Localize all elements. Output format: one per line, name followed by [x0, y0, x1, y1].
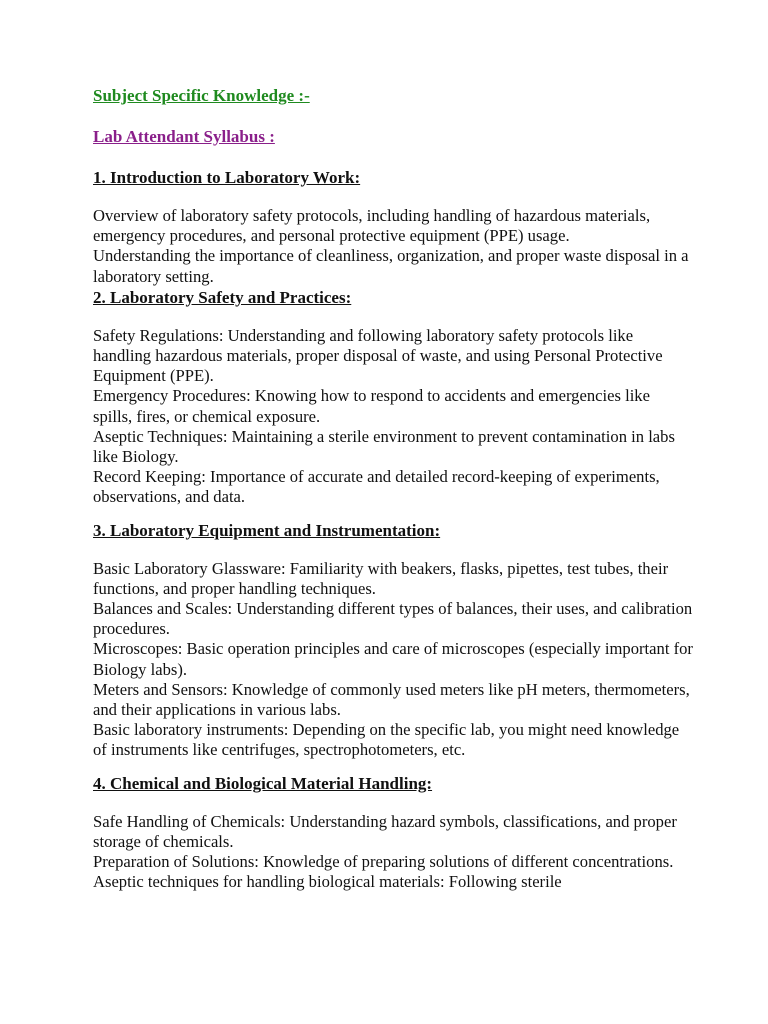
- section-3-paragraph: Meters and Sensors: Knowledge of commonly used meters like pH meters, thermometers, and their applications in various labs.: [93, 679, 690, 720]
- section-heading-1: 1. Introduction to Laboratory Work:: [93, 168, 361, 187]
- syllabus-title: Lab Attendant Syllabus :: [93, 127, 275, 146]
- section-2-paragraph: Safety Regulations: Understanding and following laboratory safety protocols like handling hazardous materials, proper disposal of waste, and using Personal Protective Equipment (PPE).: [93, 325, 663, 386]
- section-3-paragraph: Basic Laboratory Glassware: Familiarity with beakers, flasks, pipettes, test tubes, their functions, and proper handling techniques.: [93, 558, 669, 598]
- section-1-paragraph: Overview of laboratory safety protocols, including handling of hazardous materials, emergency procedures, and personal protective equipment (PPE) usage.: [93, 206, 651, 246]
- section-heading-2: 2. Laboratory Safety and Practices:: [93, 287, 352, 307]
- subject-title: Subject Specific Knowledge :-: [93, 86, 310, 105]
- section-3-paragraph: Balances and Scales: Understanding different types of balances, their uses, and calibration procedures.: [93, 599, 693, 639]
- section-2-paragraph: Record Keeping: Importance of accurate and detailed record-keeping of experiments, observations, and data.: [93, 467, 660, 507]
- section-2-paragraph: Aseptic Techniques: Maintaining a sterile environment to prevent contamination in labs like Biology.: [93, 426, 675, 467]
- section-heading-4: 4. Chemical and Biological Material Handling:: [93, 773, 433, 793]
- section-heading-3: 3. Laboratory Equipment and Instrumentation:: [93, 520, 441, 540]
- section-4-paragraph: Safe Handling of Chemicals: Understanding hazard symbols, classifications, and proper storage of chemicals.: [93, 811, 677, 851]
- section-4-paragraph: Preparation of Solutions: Knowledge of preparing solutions of different concentrations.: [93, 852, 674, 872]
- section-2-paragraph: Emergency Procedures: Knowing how to respond to accidents and emergencies like spills, fires, or chemical exposure.: [93, 386, 650, 426]
- section-4-paragraph: Aseptic techniques for handling biological materials: Following sterile: [93, 872, 562, 892]
- section-3-paragraph: Microscopes: Basic operation principles and care of microscopes (especially important for Biology labs).: [93, 639, 693, 679]
- section-1-paragraph: Understanding the importance of cleanliness, organization, and proper waste disposal in a laboratory setting.: [93, 246, 689, 286]
- document-page: [93, 85, 693, 892]
- section-3-paragraph: Basic laboratory instruments: Depending on the specific lab, you might need knowledge of instruments like centrifuges, spectrophotometers, etc.: [93, 720, 680, 760]
